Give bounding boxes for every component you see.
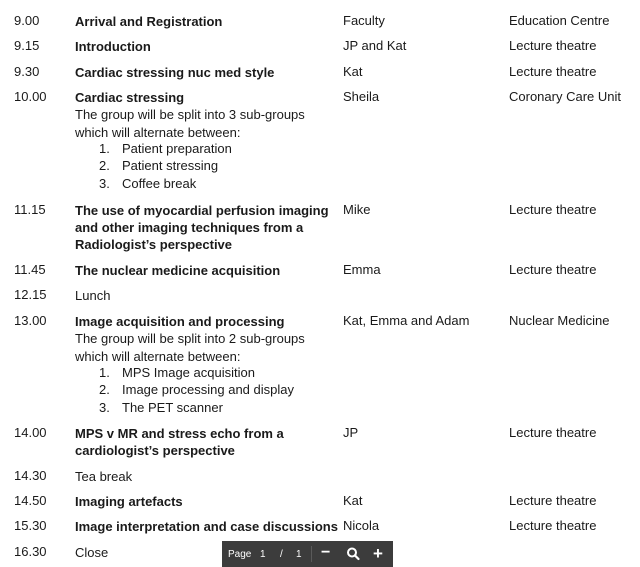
list-text: Image processing and display	[122, 382, 294, 397]
session-presenter: JP	[343, 425, 359, 440]
session-time: 14.00	[14, 425, 47, 440]
list-text: MPS Image acquisition	[122, 365, 255, 380]
session-title: The nuclear medicine acquisition	[75, 263, 281, 278]
session-title: Cardiac stressing	[75, 90, 185, 105]
list-item	[99, 158, 218, 173]
magnifier-icon	[342, 541, 364, 567]
list-item	[99, 141, 232, 156]
list-item	[99, 400, 223, 415]
toolbar-divider	[311, 546, 312, 562]
page-separator: /	[280, 549, 283, 560]
page-toolbar	[222, 541, 393, 567]
session-time: 13.00	[14, 313, 47, 328]
page-total: 1	[296, 549, 302, 560]
session-time: 10.00	[14, 89, 47, 104]
list-item	[99, 382, 294, 397]
session-location: Lecture theatre	[509, 493, 597, 508]
session-time: 11.45	[14, 262, 46, 277]
session-presenter: Kat	[343, 64, 363, 79]
session-description: The group will be split into 3 sub-groups which will alternate between:	[75, 107, 305, 140]
plus-icon: +	[373, 544, 383, 563]
page-number-input[interactable]: 1	[260, 549, 266, 560]
list-number: 3.	[99, 176, 110, 191]
session-presenter: Kat	[343, 493, 363, 508]
session-title: Tea break	[75, 469, 133, 484]
session-location: Lecture theatre	[509, 425, 597, 440]
session-location: Lecture theatre	[509, 262, 597, 277]
session-location: Lecture theatre	[509, 38, 597, 53]
session-title: Lunch	[75, 288, 111, 303]
session-presenter: Faculty	[343, 13, 385, 28]
session-time: 12.15	[14, 287, 47, 302]
session-location: Education Centre	[509, 13, 610, 28]
session-title: Arrival and Registration	[75, 14, 223, 29]
session-time: 9.15	[14, 38, 40, 53]
list-number: 1.	[99, 365, 110, 380]
session-presenter: Kat, Emma and Adam	[343, 313, 470, 328]
zoom-in-button[interactable]	[368, 541, 390, 567]
session-title: Cardiac stressing nuc med style	[75, 65, 275, 80]
session-description: The group will be split into 2 sub-groups which will alternate between:	[75, 331, 305, 364]
session-title: MPS v MR and stress echo from a cardiologist’s perspective	[75, 426, 284, 458]
session-presenter: Emma	[343, 262, 381, 277]
session-location: Lecture theatre	[509, 518, 597, 533]
session-time: 9.30	[14, 64, 40, 79]
session-title: Image acquisition and processing	[75, 314, 285, 329]
session-title: The use of myocardial perfusion imaging and other imaging techniques from a Radiologist’s perspective	[75, 203, 329, 252]
session-time: 11.15	[14, 202, 46, 217]
session-location: Nuclear Medicine	[509, 313, 610, 328]
list-number: 3.	[99, 400, 110, 415]
session-presenter: Sheila	[343, 89, 380, 104]
minus-icon: −	[321, 544, 331, 561]
session-presenter: JP and Kat	[343, 38, 407, 53]
list-text: The PET scanner	[122, 400, 223, 415]
zoom-out-button[interactable]	[316, 541, 338, 567]
list-number: 2.	[99, 158, 110, 173]
session-title: Introduction	[75, 39, 151, 54]
session-title: Image interpretation and case discussions	[75, 519, 338, 534]
list-text: Patient stressing	[122, 158, 219, 173]
session-presenter: Nicola	[343, 518, 380, 533]
session-location: Lecture theatre	[509, 202, 597, 217]
page-label: Page	[228, 549, 252, 560]
session-time: 14.30	[14, 468, 47, 483]
list-text: Patient preparation	[122, 141, 232, 156]
zoom-button[interactable]	[342, 541, 364, 567]
session-location: Lecture theatre	[509, 64, 597, 79]
session-presenter: Mike	[343, 202, 371, 217]
session-time: 15.30	[14, 518, 47, 533]
session-time: 16.30	[14, 544, 47, 559]
list-number: 2.	[99, 382, 110, 397]
session-time: 14.50	[14, 493, 47, 508]
list-item	[99, 365, 255, 380]
session-title: Imaging artefacts	[75, 494, 183, 509]
session-time: 9.00	[14, 13, 40, 28]
list-item	[99, 176, 196, 191]
session-location: Coronary Care Unit	[509, 89, 621, 104]
list-text: Coffee break	[122, 176, 197, 191]
list-number: 1.	[99, 141, 110, 156]
session-title: Close	[75, 545, 109, 560]
